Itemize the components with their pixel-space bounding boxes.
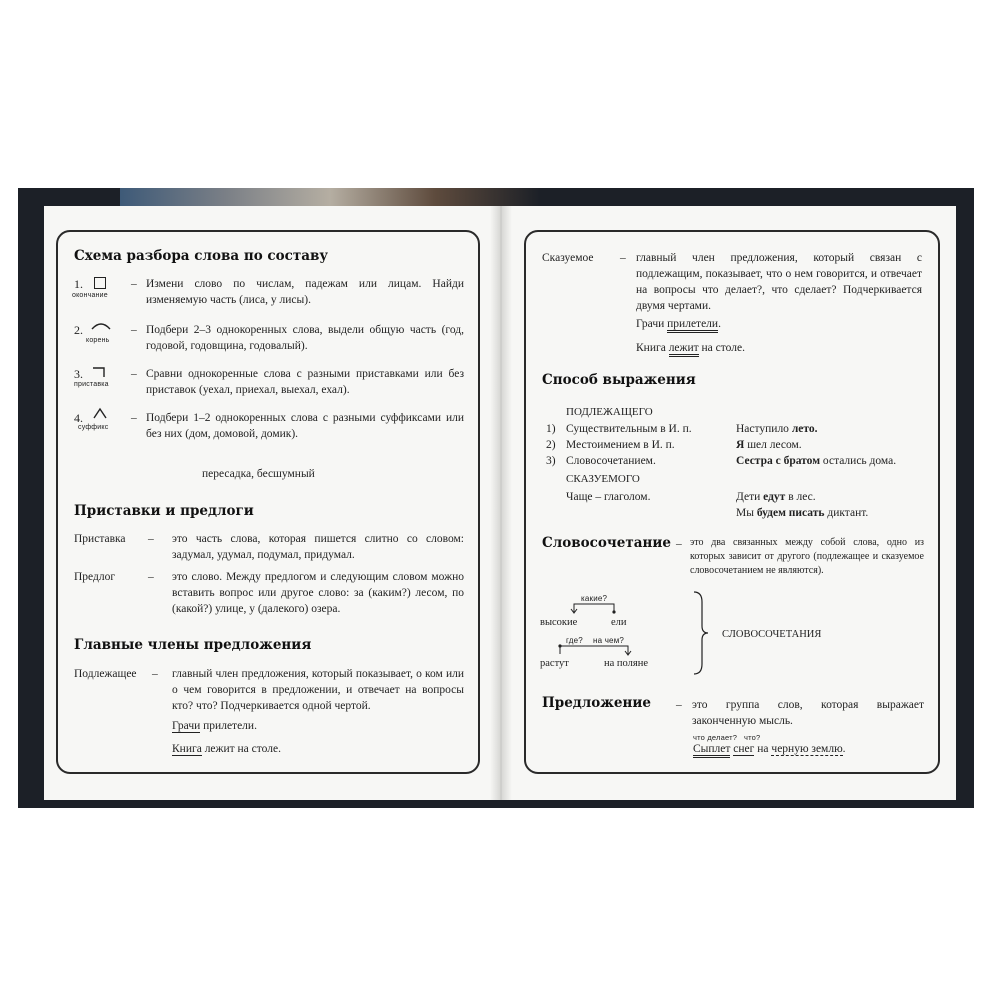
definition-preposition: это слово. Между предлогом и следующим словом можно вставить вопрос или другое слово: за (каким?) лесом, по (какой?) улице, у (далекого) озера. xyxy=(172,571,464,615)
suffix-caret-icon xyxy=(92,407,108,419)
morpheme-label: суффикс xyxy=(78,424,109,431)
section-title-phrase: Словосочетание xyxy=(542,535,671,551)
diagram-word: растут xyxy=(540,658,569,669)
diagram-word: на поляне xyxy=(604,658,648,669)
morpheme-label: приставка xyxy=(74,381,109,388)
term-preposition: Предлог xyxy=(74,571,116,583)
term-subject: Подлежащее xyxy=(74,668,137,680)
expression-row-left: Местоимением в И. п. xyxy=(566,439,675,451)
subject-heading: ПОДЛЕЖАЩЕГО xyxy=(566,406,653,418)
definition-prefix: это часть слова, которая пишется слитно со словом: задумал, удумал, подумал, придумал. xyxy=(172,533,464,561)
item-number: 3. xyxy=(74,367,83,381)
predicate-expression-example-2: Мы будем писать диктант. xyxy=(736,507,869,519)
expression-row-right: Я шел лесом. xyxy=(736,439,802,451)
expression-row-left: Словосочетанием. xyxy=(566,455,656,467)
section-title-sentence: Предложение xyxy=(542,695,652,711)
section-title-main-members: Главные члены предложения xyxy=(74,637,312,653)
term-prefix: Приставка xyxy=(74,533,126,545)
item-text: Подбери 1–2 однокоренных слова с разными суффиксами или без них (дом, домовой, домик). xyxy=(146,412,464,440)
definition-subject: главный член предложения, который показывает, о ком или о чем говорится в предложении, и отвечает на вопросы кто? что? Подчеркивается одной чертой. xyxy=(172,668,464,712)
section-title-expression: Способ выражения xyxy=(542,372,696,388)
diagram-question: где? xyxy=(566,636,583,645)
diagram-word: высокие xyxy=(540,617,578,628)
diagram-arrow-2 xyxy=(548,642,648,656)
diagram-label: СЛОВОСОЧЕТАНИЯ xyxy=(722,629,822,640)
diagram-question: на чем? xyxy=(593,636,625,645)
diagram-word: ели xyxy=(611,617,627,628)
diagram-question: какие? xyxy=(581,594,608,603)
expression-row-left: Существительным в И. п. xyxy=(566,423,692,435)
sentence-question: что делает? xyxy=(693,733,738,742)
item-text: Подбери 2–3 однокоренных слова, выдели общую часть (год, годовой, годовщина, годовалый). xyxy=(146,324,464,352)
item-number: 4. xyxy=(74,411,83,425)
item-number: 2. xyxy=(74,323,83,337)
subject-example-2: Книга лежит на столе. xyxy=(172,743,281,755)
predicate-expression-left: Чаще – глаголом. xyxy=(566,491,651,503)
ending-symbol-icon xyxy=(94,277,106,289)
item-text: Сравни однокоренные слова с разными приставками или без приставок (уехал, приехал, выехал, ехал). xyxy=(146,368,464,396)
section-title-word-structure: Схема разбора слова по составу xyxy=(74,248,328,264)
sentence-question: что? xyxy=(744,733,761,742)
predicate-heading: СКАЗУЕМОГО xyxy=(566,473,640,485)
expression-row-right: Сестра с братом остались дома. xyxy=(736,455,897,467)
morpheme-label: окончание xyxy=(72,292,108,299)
curly-brace-icon xyxy=(690,590,710,676)
item-text: Измени слово по числам, падежам или лицам. Найди изменяемую часть (лиса, у лисы). xyxy=(146,278,464,306)
definition-sentence: это группа слов, которая выражает законченную мысль. xyxy=(692,699,924,727)
definition-phrase: это два связанных между собой слова, одно из которых зависит от другого (подлежащее и сказуемое словосочетанием не являются). xyxy=(690,537,924,576)
subject-example-1: Грачи прилетели. xyxy=(172,720,257,732)
section-title-prefixes: Приставки и предлоги xyxy=(74,503,254,519)
prefix-mark-icon xyxy=(92,366,106,378)
definition-predicate: главный член предложения, который связан с подлежащим, показывает, что о нем говорится, и отвечает на вопросы что делает?, что сделает? Подчеркивается двумя чертами. xyxy=(636,252,922,312)
predicate-example-1: Грачи прилетели. xyxy=(636,316,721,332)
sentence-example: Сыплет снег на черную землю. xyxy=(693,741,846,757)
morpheme-example: пересадка, бесшумный xyxy=(202,468,315,480)
predicate-example-2: Книга лежит на столе. xyxy=(636,340,745,356)
morpheme-label: корень xyxy=(86,337,110,344)
book-gutter xyxy=(490,206,512,800)
diagram-arrow-1 xyxy=(566,600,626,614)
expression-row-right: Наступило лето. xyxy=(736,423,818,435)
root-arc-icon xyxy=(90,320,112,330)
predicate-expression-example-1: Дети едут в лес. xyxy=(736,491,816,503)
term-predicate: Сказуемое xyxy=(542,252,594,264)
item-number: 1. xyxy=(74,277,83,291)
